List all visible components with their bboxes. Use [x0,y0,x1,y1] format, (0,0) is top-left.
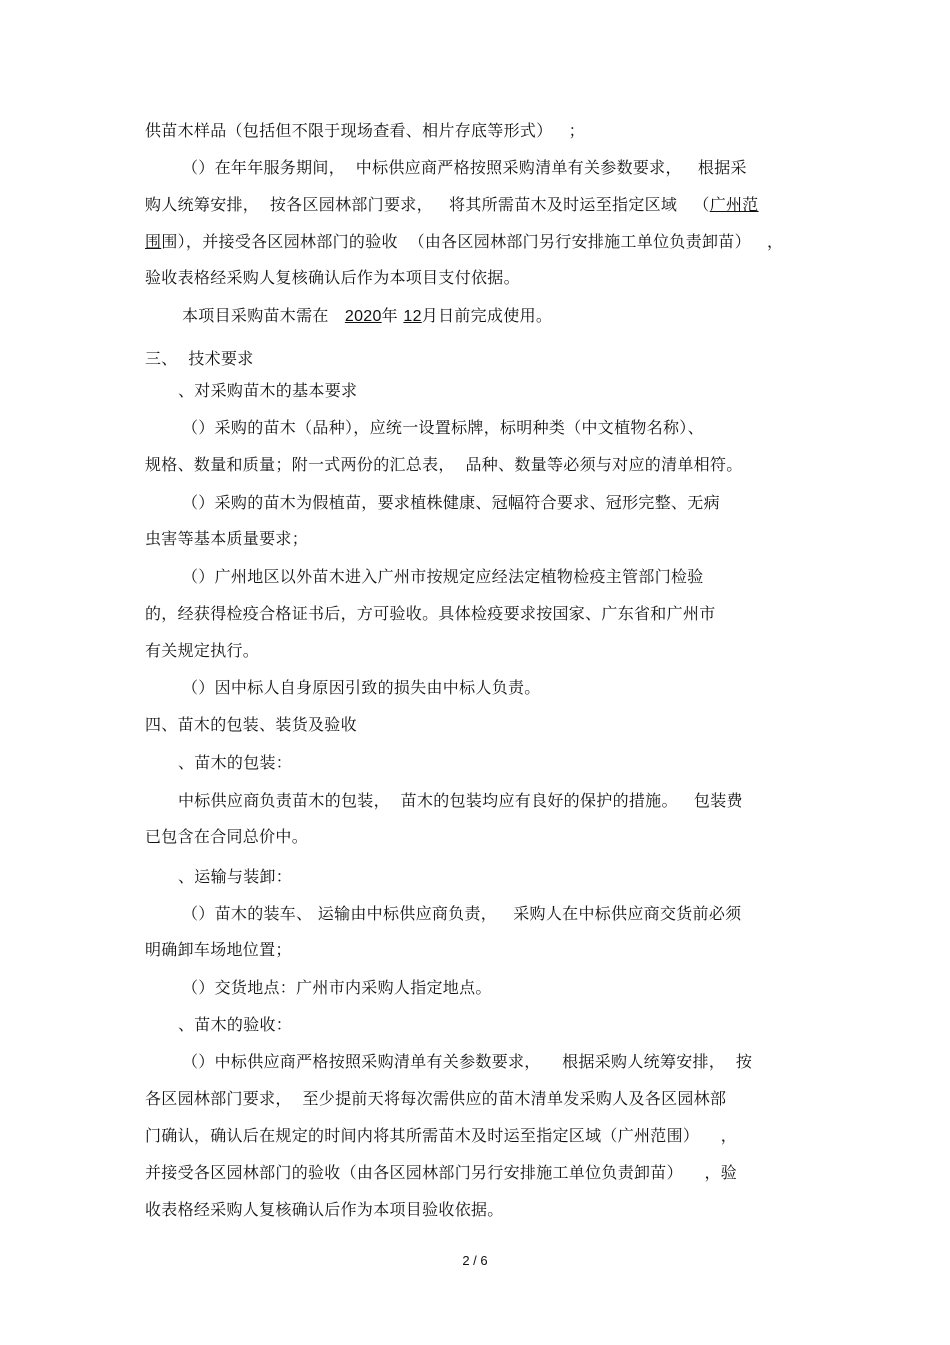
paragraph-line: 有关规定执行。 [145,641,260,660]
paragraph-line: （）广州地区以外苗木进入广州市按规定应经法定植物检疫主管部门检验 [182,567,704,586]
paragraph-line: （）中标供应商严格按照采购清单有关参数要求， 根据采购人统筹安排， 按 [182,1052,753,1071]
paragraph-line: （）在年年服务期间， 中标供应商严格按照采购清单有关参数要求， 根据采 [182,158,747,177]
paragraph-line: 并接受各区园林部门的验收（由各区园林部门另行安排施工单位负责卸苗） ，验 [145,1163,738,1182]
paragraph-line: 规格、数量和质量；附一式两份的汇总表， 品种、数量等必须与对应的清单相符。 [145,455,743,474]
region-underlined-end: 围 [145,232,162,251]
paragraph-line: 各区园林部门要求， 至少提前天将每次需供应的苗木清单发采购人及各区园林部 [145,1089,727,1108]
line-text: 围），并接受各区园林部门的验收 （由各区园林部门另行安排施工单位负责卸苗） ， [161,232,784,251]
paragraph-line [145,231,815,253]
deadline-month: 12 [403,308,422,325]
month-suffix: 月日前完成使用。 [421,306,553,325]
paragraph-line: 虫害等基本质量要求； [145,529,309,548]
paragraph-line: （）交货地点：广州市内采购人指定地点。 [182,978,492,997]
paragraph-line: （）因中标人自身原因引致的损失由中标人负责。 [182,678,541,697]
paragraph-line: 中标供应商负责苗木的包装， 苗木的包装均应有良好的保护的措施。 包装费 [178,791,743,810]
paragraph-line: 已包含在合同总价中。 [145,827,309,846]
paragraph-line: （）苗木的装车、 运输由中标供应商负责， 采购人在中标供应商交货前必须 [182,904,742,923]
paragraph-line [145,194,815,216]
paragraph-line: 验收表格经采购人复核确认后作为本项目支付依据。 [145,268,520,287]
line-text: 本项目采购苗木需在 [182,306,329,325]
paragraph-line: （）采购的苗木为假植苗，要求植株健康、冠幅符合要求、冠形完整、无病 [182,493,720,512]
section-heading: 四、苗木的包装、装货及验收 [145,715,357,734]
year-suffix: 年 [381,306,398,325]
paragraph-line: 的，经获得检疫合格证书后，方可验收。具体检疫要求按国家、广东省和广州市 [145,604,716,623]
line-text: 购人统筹安排， 按各区园林部门要求， 将其所需苗木及时运至指定区域 （ [145,195,710,214]
paragraph-line: 供苗木样品（包括但不限于现场查看、相片存底等形式） ； [145,121,585,140]
section-heading: 三、 技术要求 [145,349,254,368]
page-number: 2 / 6 [462,1253,488,1268]
paragraph-line: 明确卸车场地位置； [145,940,292,959]
subsection-heading: 、对采购苗木的基本要求 [178,381,358,400]
paragraph-line: （）采购的苗木（品种），应统一设置标牌，标明种类（中文植物名称）、 [182,418,704,437]
region-underlined: 广州范 [709,195,759,214]
paragraph-line: 收表格经采购人复核确认后作为本项目验收依据。 [145,1200,504,1219]
deadline-line [182,305,852,328]
deadline-year: 2020 [344,308,382,325]
subsection-heading: 、苗木的验收： [178,1015,293,1034]
subsection-heading: 、运输与装卸： [178,867,293,886]
paragraph-line: 门确认，确认后在规定的时间内将其所需苗木及时运至指定区域（广州范围） ， [145,1126,738,1145]
subsection-heading: 、苗木的包装： [178,753,293,772]
